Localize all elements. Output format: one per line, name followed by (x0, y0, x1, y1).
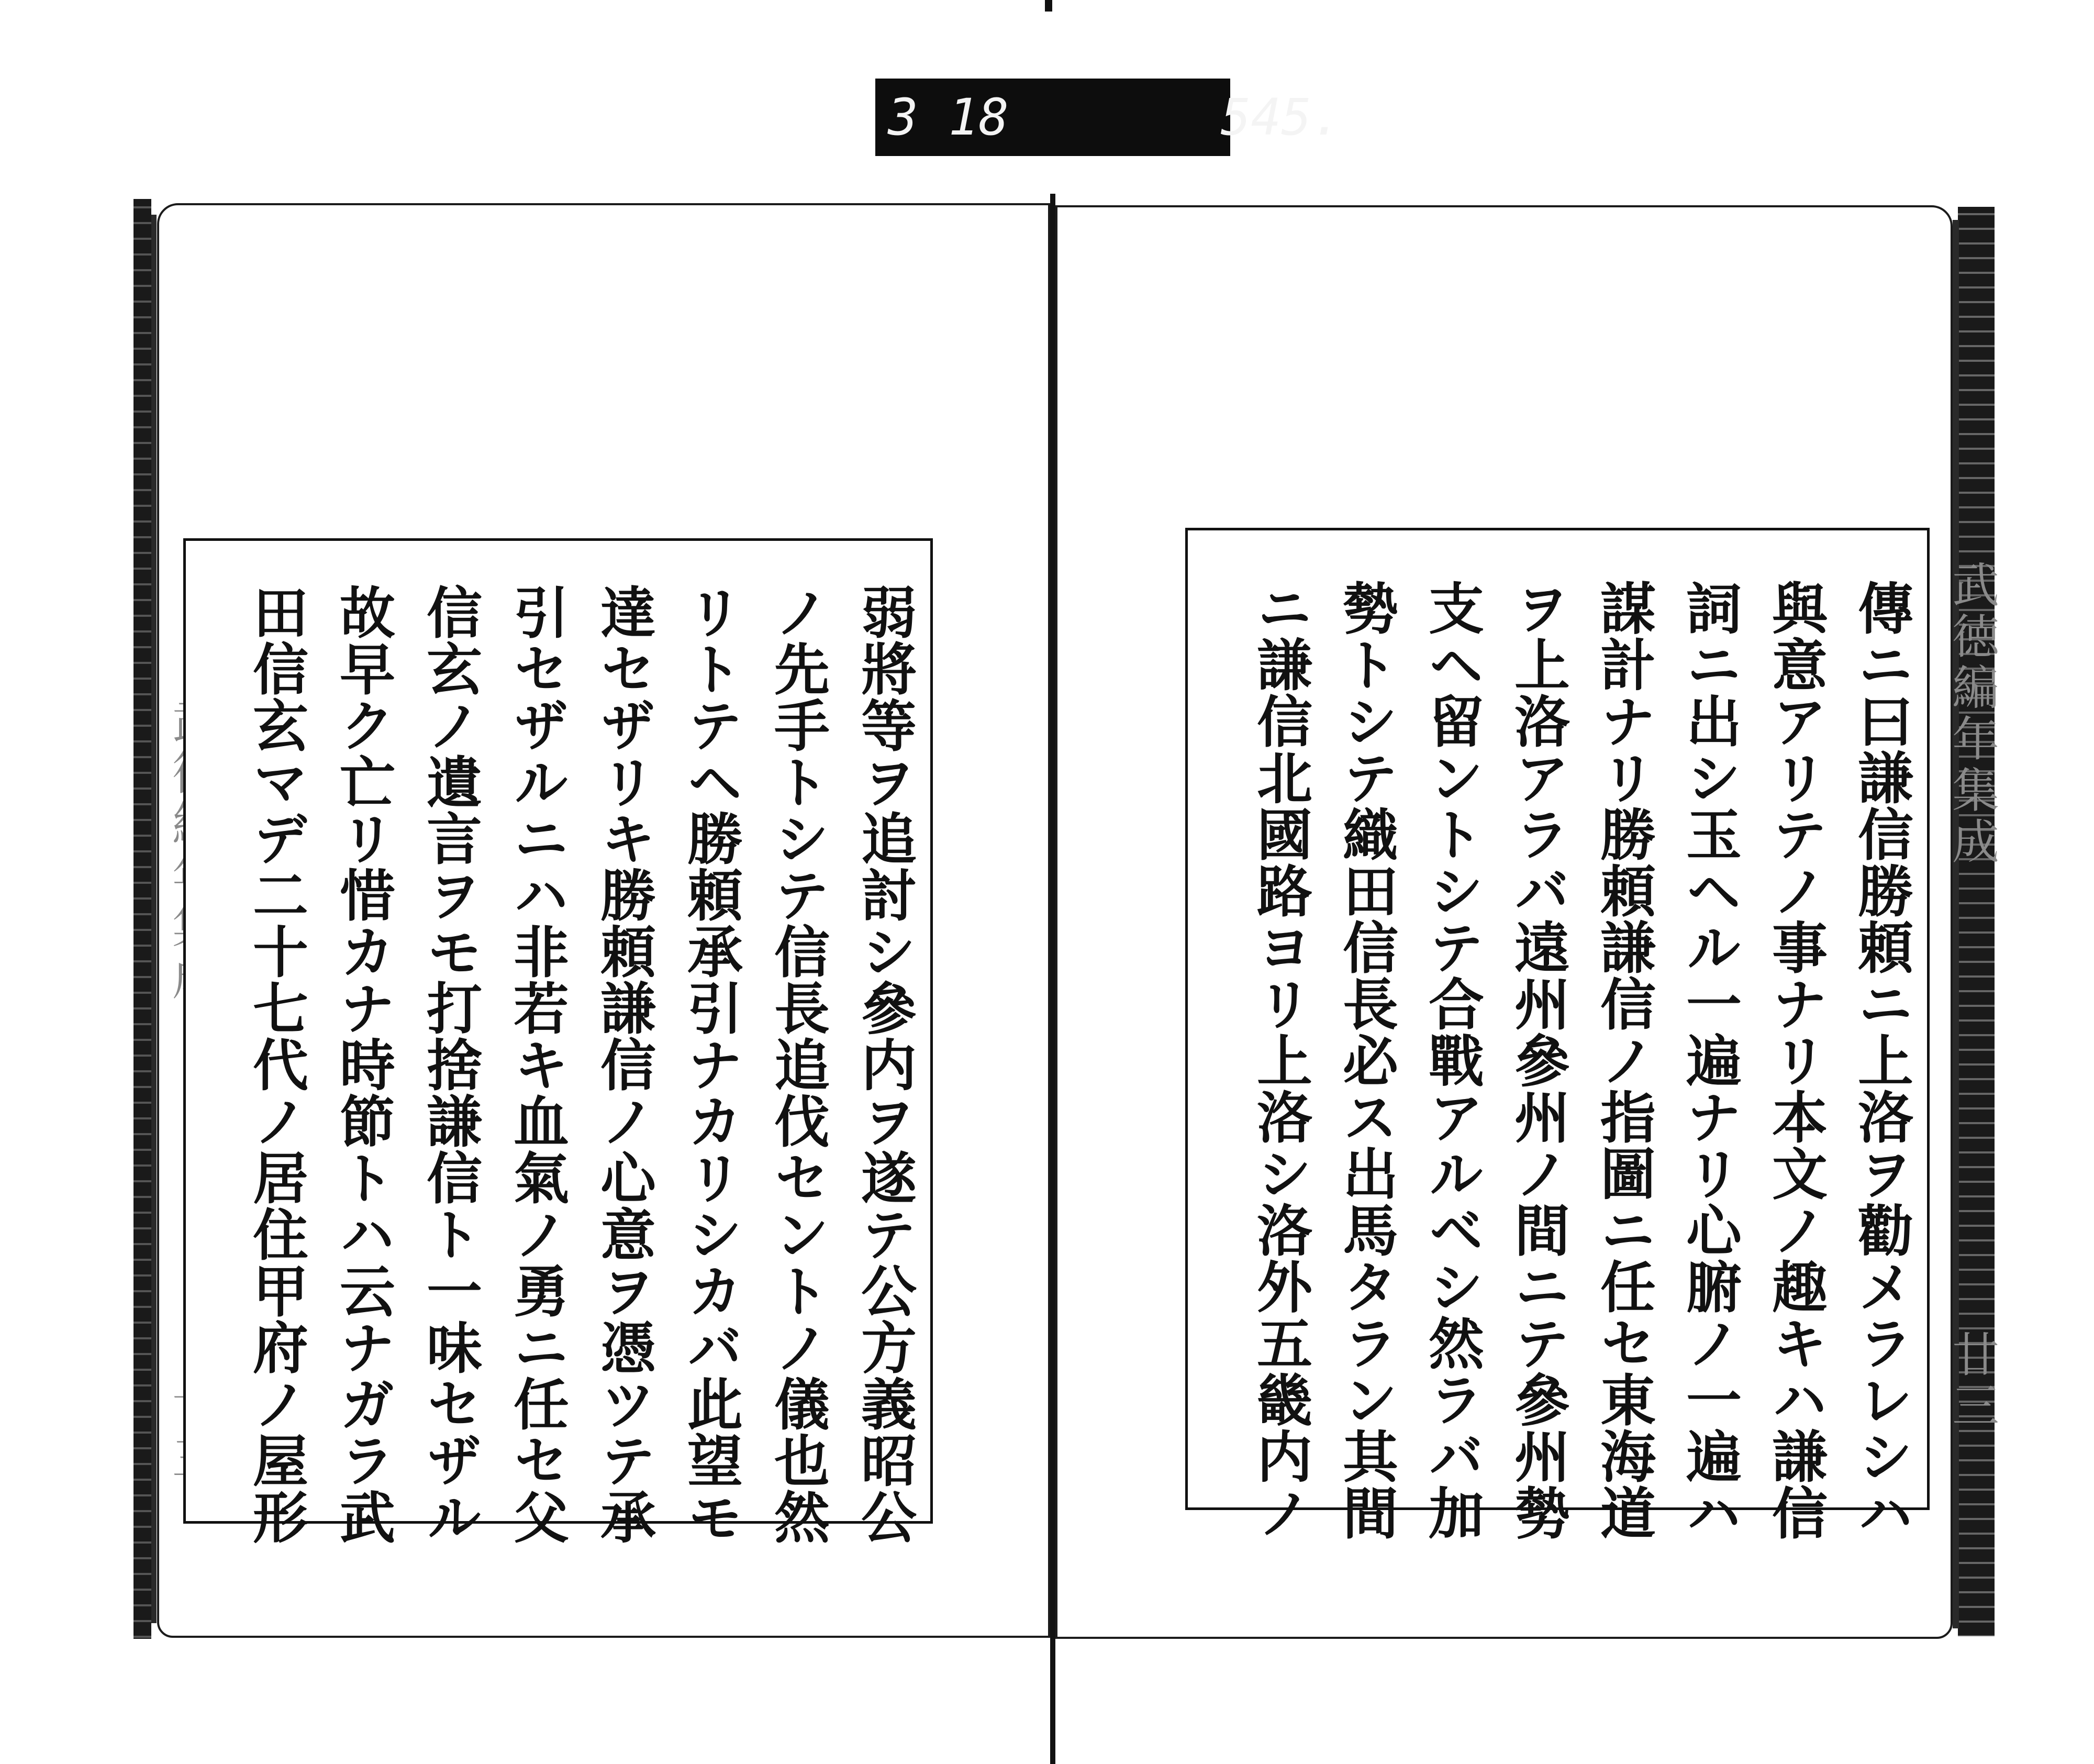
left-page-edge (133, 199, 151, 1639)
left-text-block (183, 538, 933, 1545)
text-column: 弱將等ヲ追討シ參内ヲ遂テ公方義昭公 (852, 584, 918, 1545)
text-column: 與意アリテノ事ナリ本文ノ趣キハ謙信 (1763, 580, 1829, 1541)
frame-number-left: 3 18 (888, 88, 1009, 147)
right-spine-title: 武徳編年集成 (1944, 560, 1999, 868)
frame-top-mark (1045, 0, 1052, 12)
text-column: ノ先手トシテ信長追伐セントノ儀也然 (765, 584, 831, 1545)
text-column: 謀計ナリ勝頼謙信ノ指圖ニ任セ東海道 (1591, 580, 1657, 1541)
text-column: 引セザルニハ非若キ血氣ノ勇ニ任セ父 (505, 584, 570, 1545)
text-column: 傳ニ曰謙信勝頼ニ上洛ヲ勸メラレシハ (1849, 580, 1914, 1541)
text-column: 田信玄マデ二十七代ノ居住甲府ノ屋形 (244, 584, 309, 1545)
right-folio-number: 廿三 (1944, 1330, 1999, 1433)
text-column: 故早ク亡リ惜カナ時節トハ云ナガラ武 (331, 584, 396, 1545)
text-column: ニ謙信北國路ヨリ上洛シ洛外五畿内ノ (1248, 580, 1313, 1541)
text-column: リトテヘ勝頼承引ナカリシカバ此望モ (678, 584, 744, 1545)
text-column: 達セザリキ勝頼謙信ノ心意ヲ憑ツテ承 (592, 584, 657, 1545)
gutter-line (1050, 194, 1055, 1764)
text-column: 信玄ノ遺言ヲモ打捨謙信ト一味セザル (418, 584, 483, 1545)
right-text-block (1185, 528, 1930, 1541)
text-column: 勢トシテ織田信長必ス出馬タラン其間 (1334, 580, 1399, 1541)
text-column: ヲ上洛アラバ遠州參州ノ間ニテ參州勢 (1506, 580, 1571, 1541)
frame-number-right: 545. (1220, 88, 1342, 147)
frame-number-label (875, 79, 1342, 156)
text-column: 詞ニ出シ玉ヘル一遍ナリ心腑ノ一遍ハ (1677, 580, 1743, 1541)
left-page-edge-inner (151, 215, 157, 1623)
text-column: 支ヘ留ントシテ合戰アルベシ然ラバ加 (1420, 580, 1485, 1541)
